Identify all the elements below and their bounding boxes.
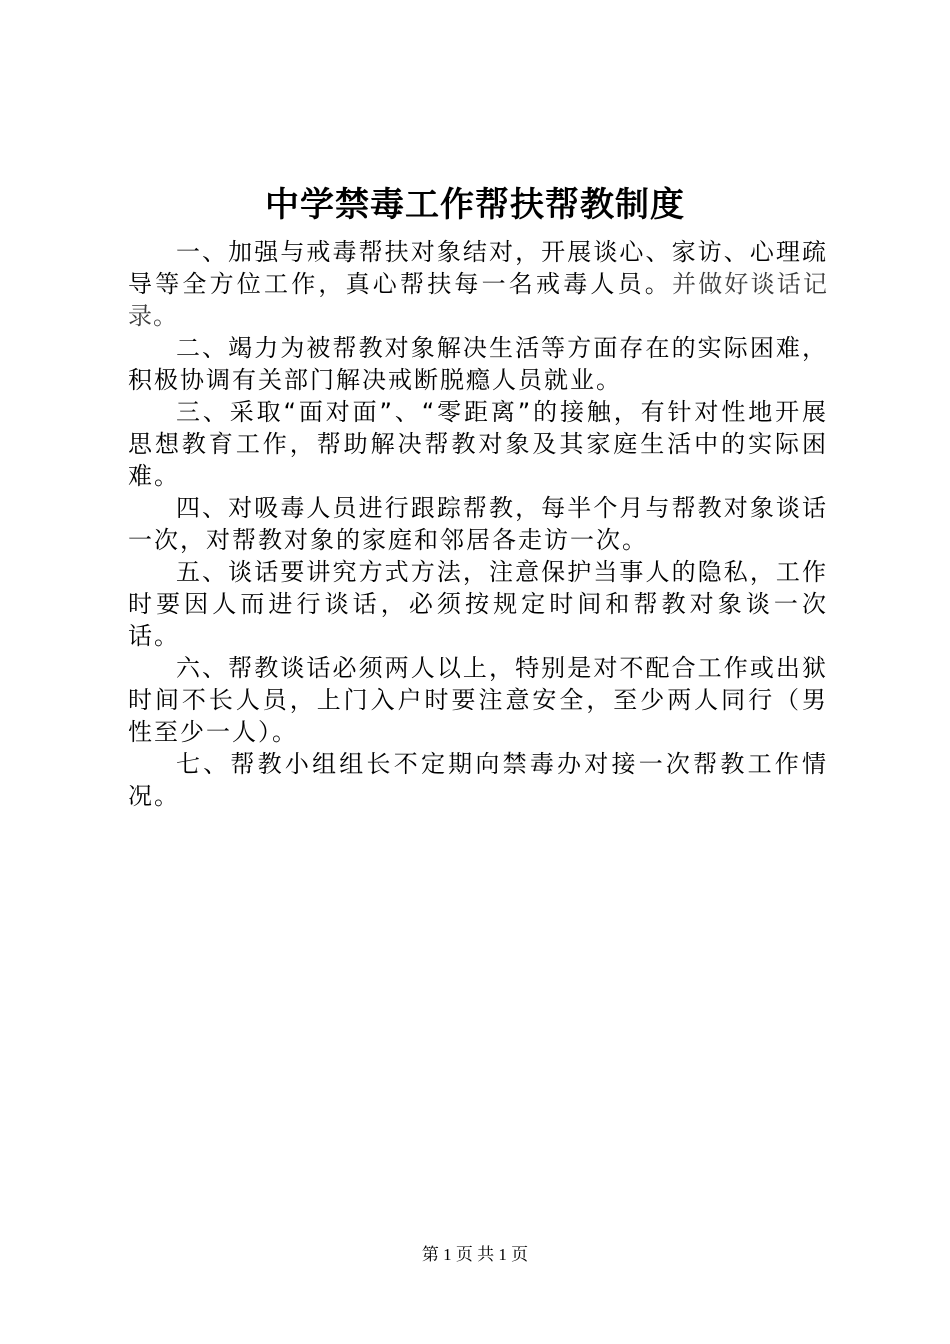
document-title: 中学禁毒工作帮扶帮教制度 xyxy=(265,185,685,225)
paragraph-2: 二、竭力为被帮教对象解决生活等方面存在的实际困难，积极协调有关部门解决戒断脱瘾人员就业。 xyxy=(128,334,828,394)
paragraph-3: 三、采取“面对面”、“零距离”的接触，有针对性地开展思想教育工作，帮助解决帮教对象及其家庭生活中的实际困难。 xyxy=(128,398,828,490)
paragraph-6: 六、帮教谈话必须两人以上，特别是对不配合工作或出狱时间不长人员，上门入户时要注意安全，至少两人同行（男性至少一人）。 xyxy=(128,654,828,746)
document-body xyxy=(128,236,828,812)
paragraph-4: 四、对吸毒人员进行跟踪帮教，每半个月与帮教对象谈话一次，对帮教对象的家庭和邻居各走访一次。 xyxy=(128,494,828,554)
paragraph-1-note: 并做好谈话记录。 xyxy=(128,270,828,330)
paragraph-1 xyxy=(128,236,828,332)
paragraph-7: 七、帮教小组组长不定期向禁毒办对接一次帮教工作情况。 xyxy=(128,750,828,810)
page-footer: 第 1 页 共 1 页 xyxy=(421,1245,529,1264)
paragraph-5: 五、谈话要讲究方式方法，注意保护当事人的隐私，工作时要因人而进行谈话，必须按规定时间和帮教对象谈一次话。 xyxy=(128,558,828,650)
paragraph-1-text: 一、加强与戒毒帮扶对象结对，开展谈心、家访、心理疏导等全方位工作，真心帮扶每一名戒毒人员。 xyxy=(128,238,828,298)
